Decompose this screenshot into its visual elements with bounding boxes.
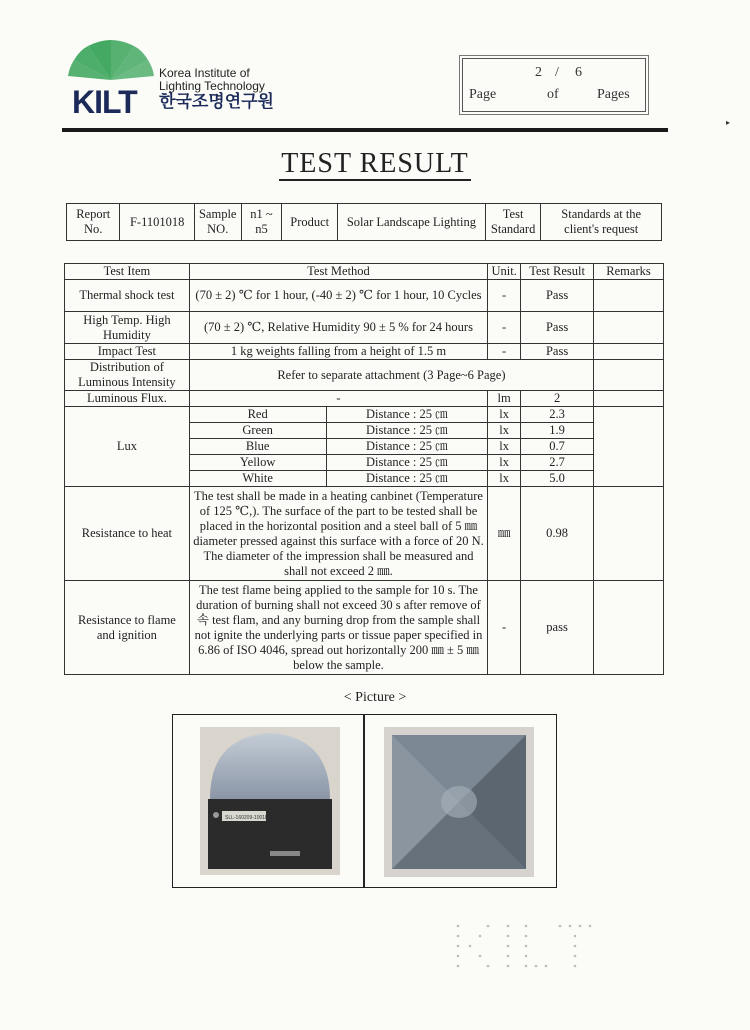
margin-arrow-icon: ▸ (726, 118, 731, 127)
result-thermal: Pass (521, 280, 594, 312)
report-no-value: F-1101018 (120, 204, 194, 241)
lux-unit: lx (488, 407, 521, 423)
table-row (65, 407, 664, 423)
page-word: Page (469, 87, 497, 102)
remarks-flame (594, 581, 664, 675)
method-hightemp: (70 ± 2) ℃, Relative Humidity 90 ± 5 % for 24 hours (189, 312, 487, 344)
report-no-label: Report No. (67, 204, 120, 241)
item-hightemp: High Temp. High Humidity (65, 312, 190, 344)
lux-unit: lx (488, 439, 521, 455)
page-title: TEST RESULT (281, 148, 469, 179)
method-thermal: (70 ± 2) ℃ for 1 hour, (-40 ± 2) ℃ for 1 hour, 10 Cycles (189, 280, 487, 312)
remarks-distribution (594, 360, 664, 391)
wm-letter-k (457, 925, 490, 968)
product-photo-top (384, 727, 534, 877)
header-test-item: Test Item (65, 264, 190, 280)
header-rule (62, 128, 668, 132)
remarks-thermal (594, 280, 664, 312)
wm-letter-l (525, 925, 548, 968)
product-label: Product (282, 204, 338, 241)
remarks-hightemp (594, 312, 664, 344)
lux-result: 0.7 (521, 439, 594, 455)
unit-flux: lm (488, 391, 521, 407)
table-row (65, 360, 664, 391)
lux-result: 1.9 (521, 423, 594, 439)
item-flame: Resistance to flame and ignition (65, 581, 190, 675)
unit-impact: - (488, 344, 521, 360)
lux-distance: Distance : 25 ㎝ (326, 455, 488, 471)
picture-label: < Picture > (343, 690, 407, 705)
lux-color: Blue (189, 439, 326, 455)
photo-sticker-text: SLL-160209-1001B (225, 815, 269, 821)
table-row (65, 581, 664, 675)
logo-wordmark: KILT (72, 84, 137, 120)
lux-distance: Distance : 25 ㎝ (326, 439, 488, 455)
header-remarks: Remarks (594, 264, 664, 280)
method-heat: The test shall be made in a heating canbinet (Temperature of 125 ℃,). The surface of the part to be tested shall be placed in the horizontal position and a steel ball of 5 ㎜ diameter pressed against this surface with a force of 20 N. The diameter of the impression shall be measured and shall not exceed 2 ㎜. (189, 487, 487, 581)
lux-result: 2.3 (521, 407, 594, 423)
result-flame: pass (521, 581, 594, 675)
lux-color: White (189, 471, 326, 487)
lux-result: 5.0 (521, 471, 594, 487)
result-hightemp: Pass (521, 312, 594, 344)
method-impact: 1 kg weights falling from a height of 1.5 m (189, 344, 487, 360)
method-flux: - (189, 391, 487, 407)
item-thermal: Thermal shock test (65, 280, 190, 312)
lux-unit: lx (488, 455, 521, 471)
lux-result: 2.7 (521, 455, 594, 471)
page-current: 2 (535, 65, 542, 80)
result-heat: 0.98 (521, 487, 594, 581)
table-row (65, 344, 664, 360)
lux-color: Green (189, 423, 326, 439)
result-flux: 2 (521, 391, 594, 407)
page-total: 6 (575, 65, 582, 80)
unit-heat: ㎜ (488, 487, 521, 581)
picture-divider (363, 714, 365, 888)
sample-no-value: n1 ~ n5 (241, 204, 282, 241)
test-standard-value: Standards at the client's request (541, 204, 662, 241)
lux-unit: lx (488, 471, 521, 487)
remarks-flux (594, 391, 664, 407)
method-flame: The test flame being applied to the sample for 10 s. The duration of burning shall not exceed 30 s after remove of 속 test flam, and any burning drop from the sample shall not ignite the underlying parts or tissue paper specified in 6.86 of ISO 4046, spread out horizontally 200 ㎜ ± 5 ㎜ below the sample. (189, 581, 487, 675)
org-name-en-2: Lighting Technology (159, 79, 265, 93)
table-row (65, 280, 664, 312)
report-info-table (66, 203, 662, 241)
table-row (65, 391, 664, 407)
unit-flame: - (488, 581, 521, 675)
lux-color: Red (189, 407, 326, 423)
pages-word: Pages (597, 87, 630, 102)
item-lux: Lux (65, 407, 190, 487)
lux-distance: Distance : 25 ㎝ (326, 423, 488, 439)
sample-no-label: Sample NO. (194, 204, 241, 241)
table-row (65, 312, 664, 344)
unit-hightemp: - (488, 312, 521, 344)
lux-distance: Distance : 25 ㎝ (326, 407, 488, 423)
logo-sunburst-icon (66, 40, 156, 84)
kilt-logo (62, 40, 282, 120)
of-word: of (547, 87, 559, 102)
header-unit: Unit. (488, 264, 521, 280)
remarks-lux (594, 407, 664, 487)
page-separator: / (555, 65, 559, 80)
product-value: Solar Landscape Lighting (338, 204, 486, 241)
item-distribution: Distribution of Luminous Intensity (65, 360, 190, 391)
method-distribution: Refer to separate attachment (3 Page~6 Page) (189, 360, 593, 391)
lux-unit: lx (488, 423, 521, 439)
test-result-table (64, 263, 664, 675)
lux-color: Yellow (189, 455, 326, 471)
header-test-method: Test Method (189, 264, 487, 280)
table-row (65, 487, 664, 581)
org-name-en-1: Korea Institute of (159, 66, 250, 80)
product-photo-side (200, 727, 340, 875)
item-flux: Luminous Flux. (65, 391, 190, 407)
lux-distance: Distance : 25 ㎝ (326, 471, 488, 487)
wm-letter-t (559, 925, 592, 968)
wm-letter-i (507, 925, 510, 968)
result-impact: Pass (521, 344, 594, 360)
test-standard-label: Test Standard (485, 204, 541, 241)
page-number-box (462, 58, 646, 112)
item-heat: Resistance to heat (65, 487, 190, 581)
org-name-kr: 한국조명연구원 (159, 92, 274, 111)
remarks-heat (594, 487, 664, 581)
embossed-seal-watermark (450, 918, 610, 978)
item-impact: Impact Test (65, 344, 190, 360)
remarks-impact (594, 344, 664, 360)
header-test-result: Test Result (521, 264, 594, 280)
unit-thermal: - (488, 280, 521, 312)
